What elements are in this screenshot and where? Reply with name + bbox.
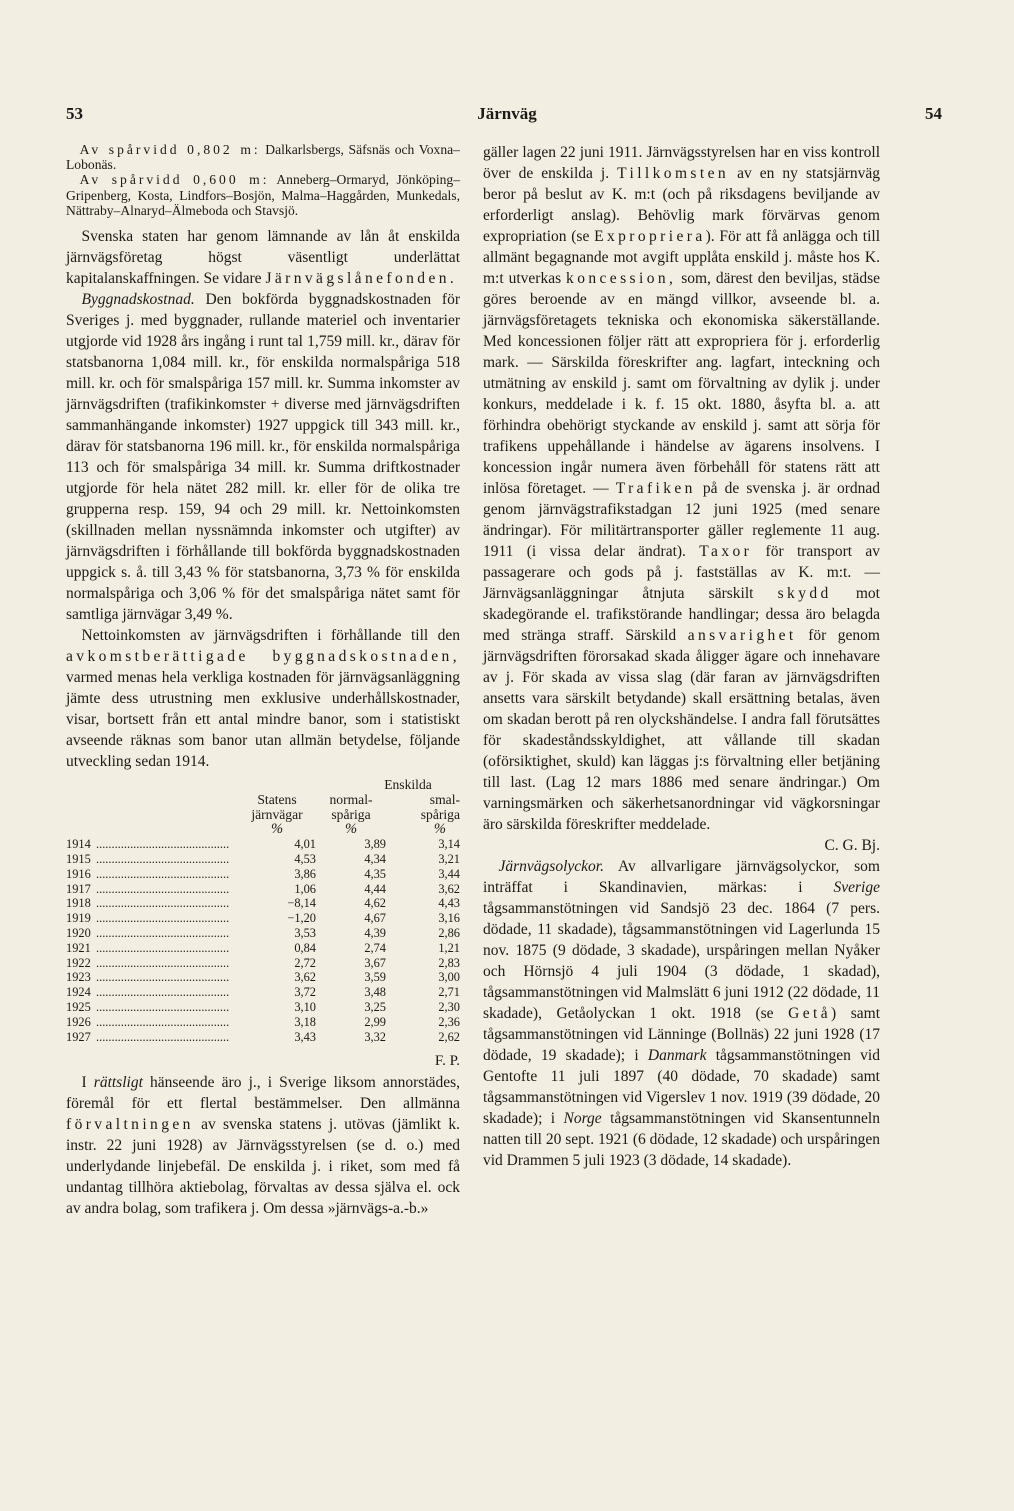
paragraph-legal <box>66 1072 460 1219</box>
paragraph-text: på de svenska j. är ordnad genom järnvägstrafikstadgan 12 juni 1925 (med senare ändringar). För militärtransporter gäller reglemente 11 aug. 1911 (i vissa delar ändrat). <box>483 480 880 560</box>
leader-dots: ........................................... <box>96 925 230 940</box>
table-row <box>66 911 460 926</box>
net-income-table <box>66 778 460 1044</box>
emphasized-term: förvaltningen <box>66 1115 194 1133</box>
column-header-smal: spåriga <box>420 806 460 822</box>
normal-value: 3,48 <box>364 985 386 1000</box>
normal-value: 4,44 <box>364 881 386 896</box>
leader-dots: ........................................... <box>96 1029 230 1044</box>
statens-value: 3,72 <box>294 985 316 1000</box>
table-row <box>66 882 460 897</box>
table-row <box>66 970 460 985</box>
paragraph-text: tågsammanstötningen vid Gentofte 11 juli 1897 (40 dödade, 70 skadade) samt tågsammanstötningen vid Vigerslev 1 nov. 1919 (39 dödade, 20 skadade); i <box>483 1047 880 1127</box>
gauge-label: Av spårvidd 0,600 m: <box>79 172 270 188</box>
statens-value: 3,18 <box>294 1014 316 1029</box>
table-row <box>66 867 460 882</box>
statens-value: 2,72 <box>294 955 316 970</box>
emphasized-term: Taxor <box>699 543 753 560</box>
emphasized-term: ansvarighet <box>687 627 797 644</box>
statens-value: 0,84 <box>294 940 316 955</box>
year-cell: 1916 <box>66 866 91 881</box>
signature-cgbj: C. G. Bj. <box>824 837 880 854</box>
leader-dots: ........................................... <box>96 866 230 881</box>
unit-label: % <box>433 821 446 838</box>
table-row <box>66 985 460 1000</box>
smal-value: 2,86 <box>438 925 460 940</box>
normal-value: 3,32 <box>364 1029 386 1044</box>
cross-reference: Getå <box>788 1005 832 1022</box>
gauge-label: Av spårvidd 0,802 m: <box>79 142 261 157</box>
year-cell: 1921 <box>66 940 91 955</box>
paragraph-text: Av allvarligare järnvägsolyckor, som inträffat i Skandinavien, märkas: i <box>483 858 880 896</box>
country-name: Norge <box>563 1110 602 1127</box>
italic-term: rättsligt <box>93 1073 143 1091</box>
year-cell: 1915 <box>66 852 91 866</box>
smal-value: 2,83 <box>438 955 460 970</box>
paragraph-text: ). För att få anlägga och till allmänt begagnande mot avgift upplåta enskild j. måste hos K. m:t utverkas <box>483 228 881 287</box>
gauge-lines: Anneberg–Ormaryd, Jönköping–Gripenberg, Kosta, Lindfors–Bosjön, Malma–Haggården, Munkedals, Nättraby–Alnaryd–Älmeboda och Stavsjö. <box>66 172 460 218</box>
emphasized-term: avkomstberättigade byggnadskostnaden, <box>66 648 460 666</box>
group-header-enskilda: Enskilda <box>384 777 432 793</box>
statens-value: −1,20 <box>287 911 316 926</box>
statens-value: 3,10 <box>294 999 316 1014</box>
paragraph-regulation <box>483 142 880 835</box>
smal-value: 2,30 <box>438 999 460 1014</box>
paragraph-text: som, därest den beviljas, städse göres beroende av en mängd villkor, avseende bl. a. järnvägsföretagets tekniska och ekonomiska säkerställande. Med koncessionen följer rätt att expropriera för j. erforderlig mark. — Särskilda föreskrifter ang. lagfart, inteckning och utmätning av enskild j. samt om förvaltning av dylik j. under konkurs, meddelade i k. f. 15 okt. 1880, åsyfta bl. a. att förhindra obehörigt styckande av enskild j. samt att sörja för trafikens uppehållande i händelse av ägarens insolvens. I koncession ingår numera även förbehåll för statens rätt att inlösa företaget. — <box>483 270 880 497</box>
normal-value: 4,39 <box>364 925 386 940</box>
year-cell: 1917 <box>66 881 91 896</box>
normal-value: 4,67 <box>364 911 386 926</box>
unit-label: % <box>270 821 284 838</box>
normal-value: 4,34 <box>364 852 386 866</box>
emphasized-term: Tillkomsten <box>617 165 730 182</box>
statens-value: 3,43 <box>294 1029 316 1044</box>
statens-value: −8,14 <box>287 896 316 911</box>
smal-value: 4,43 <box>438 896 460 911</box>
emphasized-term: koncession, <box>566 270 677 287</box>
gauge-lines: Dalkarlsbergs, Säfsnäs och Voxna–Lobonäs. <box>66 142 460 173</box>
section-heading: Järnvägsolyckor. <box>498 858 604 875</box>
paragraph-text: tågsammanstötningen vid Sandsjö 23 dec. 1864 (7 pers. dödade, 11 skadade), tågsammanstötningen vid Lagerlunda 15 nov. 1875 (9 dödade, 3 skadade), urspåringen mellan Nyåker och Hörnsjö 4 juli 1904 (3 dödade, 1 skadad), tågsammanstötningen vid Malmslätt 6 juni 1912 (22 dödade, 11 skadade), Getåolyckan 1 okt. 1918 (se <box>483 900 880 1022</box>
paragraph-text: varmed menas hela verkliga kostnaden för järnvägsanläggning jämte dess utrustning men exklusive underhållskostnader, visar, bortsett från ett antal mindre banor, som i statistiskt avseende räknas som banor utan allmän betydelse, följande utveckling sedan 1914. <box>66 669 460 771</box>
year-cell: 1925 <box>66 999 91 1014</box>
paragraph-text: ) samt tågsammanstötningen vid Länninge (Bollnäs) 22 juni 1928 (17 dödade, 19 skadade); i <box>483 1005 881 1064</box>
column-header-statens: järnvägar <box>251 806 303 822</box>
cross-reference: Expropriera <box>594 228 706 245</box>
paragraph-net-income <box>66 625 460 772</box>
emphasized-term: Trafiken <box>615 480 696 497</box>
paragraph-text: för genom järnvägsdriften förorsakad skada åligger ägare och innehavare av j. För skada av vissa slag (där faran av järnvägsdriften ansetts vara särskilt betydande) skall ersättning betalas, även om skadan berott på ren olyckshändelse. I andra fall förutsättes för skadeståndsskyldighet, att vållande till skadan (oförsiktighet, skuld) kan läggas j:s förvaltning eller betjäning till last. (Lag 12 mars 1886 med senare ändringar.) Om varningsmärken och säkerhetsanordningar vid vägkorsningar äro särskilda föreskrifter meddelade. <box>483 627 880 833</box>
year-cell: 1927 <box>66 1029 91 1044</box>
year-cell: 1914 <box>66 837 91 852</box>
smal-value: 2,36 <box>438 1014 460 1029</box>
table-row <box>66 941 460 956</box>
normal-value: 4,62 <box>364 896 386 911</box>
normal-value: 3,89 <box>364 837 386 852</box>
paragraph-text: tågsammanstötningen vid Skansentunneln natten till 20 sept. 1921 (6 dödade, 12 skadade) och urspåringen vid Drammen 5 juli 1923 (3 dödade, 14 skadade). <box>483 1110 880 1169</box>
paragraph-text: mot skadegörande el. trafikstörande handlingar; dessa äro belagda med stränga straff. Särskild <box>483 585 880 644</box>
column-header-normal: normal- <box>329 791 373 807</box>
table-row <box>66 956 460 971</box>
statens-value: 3,86 <box>294 866 316 881</box>
leader-dots: ........................................... <box>96 999 230 1014</box>
paragraph-construction-cost <box>66 289 460 625</box>
table-row <box>66 852 460 867</box>
gauge-list-0802 <box>66 142 460 172</box>
normal-value: 3,59 <box>364 970 386 985</box>
table-body <box>66 837 460 1044</box>
leader-dots: ........................................... <box>96 896 230 911</box>
smal-value: 1,21 <box>438 940 460 955</box>
table-row <box>66 926 460 941</box>
left-column <box>66 142 460 1219</box>
column-header-statens: Statens <box>257 791 297 807</box>
paragraph-text: av svenska statens j. utövas (jämlikt k. instr. 22 juni 1928) av Järnvägsstyrelsen (se d. o.) med underlydande linjebefäl. De enskilda j. i riket, som med få undantag tillhöra aktiebolag, förvaltas av dessa själva el. ock av andra bolag, som trafikera j. Om dessa »järnvägs-a.-b.» <box>66 1115 460 1217</box>
leader-dots: ........................................... <box>96 955 230 970</box>
table-row <box>66 1015 460 1030</box>
statens-value: 3,53 <box>294 925 316 940</box>
leader-dots: ........................................... <box>96 1014 230 1029</box>
paragraph-text: Svenska staten har genom lämnande av lån åt enskilda järnvägsföretag högst väsentligt underlättat kapitalanskaffningen. Se vidare <box>66 228 460 288</box>
statens-value: 1,06 <box>294 881 316 896</box>
paragraph-text: Nettoinkomsten av järnvägsdriften i förhållande till den <box>81 627 460 645</box>
table-row <box>66 896 460 911</box>
leader-dots: ........................................... <box>96 911 230 926</box>
smal-value: 2,62 <box>438 1029 460 1044</box>
smal-value: 3,44 <box>438 866 460 881</box>
leader-dots: ........................................... <box>96 837 230 852</box>
smal-value: 3,00 <box>438 970 460 985</box>
gauge-list-0600 <box>66 172 460 218</box>
normal-value: 2,99 <box>364 1014 386 1029</box>
country-name: Danmark <box>647 1047 707 1064</box>
year-cell: 1918 <box>66 896 91 911</box>
paragraph-text: hänseende äro j., i Sverige liksom annorstädes, föremål för ett flertal bestämmelser. Den allmänna <box>66 1073 460 1112</box>
paragraph-text: gäller lagen 22 juni 1911. Järnvägsstyrelsen har en viss kontroll över de enskilda j. <box>483 144 880 182</box>
smal-value: 3,62 <box>438 881 460 896</box>
leader-dots: ........................................... <box>96 940 230 955</box>
country-name: Sverige <box>833 879 880 896</box>
statens-value: 3,62 <box>294 970 316 985</box>
year-cell: 1919 <box>66 911 91 926</box>
table-row <box>66 1000 460 1015</box>
section-heading: Byggnadskostnad. <box>81 291 195 309</box>
statens-value: 4,01 <box>294 837 316 852</box>
smal-value: 3,14 <box>438 837 460 852</box>
page-number-right: 54 <box>925 104 942 123</box>
signature-fp: F. P. <box>434 1053 460 1070</box>
unit-label: % <box>344 821 358 838</box>
table-row <box>66 1030 460 1045</box>
normal-value: 4,35 <box>364 866 386 881</box>
paragraph-text: av en ny statsjärnväg beror på beslut av K. m:t (och på riksdagens beviljande av erforderligt anslag). Behövlig mark förvärvas genom expropriation (se <box>483 165 880 245</box>
year-cell: 1924 <box>66 985 91 1000</box>
smal-value: 3,21 <box>438 852 460 866</box>
year-cell: 1920 <box>66 925 91 940</box>
year-cell: 1922 <box>66 955 91 970</box>
emphasized-term: skydd <box>777 585 832 602</box>
normal-value: 3,25 <box>364 999 386 1014</box>
table-row <box>66 837 460 852</box>
smal-value: 3,16 <box>438 911 460 926</box>
paragraph-text: för transport av passagerare och gods på j. fastställas av K. m:t. — Järnvägsanläggningar åtnjuta särskilt <box>483 543 880 602</box>
paragraph-state-loans <box>66 226 460 289</box>
leader-dots: ........................................... <box>96 970 230 985</box>
right-column <box>483 142 880 1171</box>
running-header-title: Järnväg <box>477 104 537 123</box>
year-cell: 1926 <box>66 1014 91 1029</box>
column-header-smal: smal- <box>429 791 460 807</box>
paragraph-text: I <box>81 1073 94 1091</box>
paragraph-accidents <box>483 856 880 1171</box>
paragraph-text: Den bokförda byggnadskostnaden för Sveriges j. med byggnader, rullande materiel och inventarier utgjorde vid 1928 års ingång i runt tal 1,759 mill. kr., därav för statsbanorna 1,084 mill. kr., för enskilda normalspåriga 518 mill. kr. och för smalspåriga 157 mill. kr. Summa inkomster av järnvägsdriften (trafikinkomster + diverse med järnvägsdriften sammanhängande inkomster) 1927 uppgick till 343 mill. kr., därav för statsbanorna 196 mill. kr., för enskilda normalspåriga 113 och för smalspåriga 34 mill. kr. Summa driftkostnader utgjorde för hela nätet 282 mill. kr. eller för de olika tre grupperna resp. 159, 94 och 29 mill. kr. Nettoinkomsten (skillnaden mellan nyssnämnda inkomster och utgifter) av järnvägsdriften i förhållande till bokförda byggnadskostnaden uppgick s. å. till 3,43 % för statsbanorna, 3,73 % för enskilda normalspåriga och 3,06 % för det smalspåriga nätet samt för samtliga järnvägar 3,49 %. <box>66 291 460 624</box>
normal-value: 2,74 <box>364 940 386 955</box>
smal-value: 2,71 <box>438 985 460 1000</box>
column-header-normal: spåriga <box>331 806 371 822</box>
leader-dots: ........................................... <box>96 852 230 866</box>
normal-value: 3,67 <box>364 955 386 970</box>
cross-reference: Järnvägslånefonden. <box>265 270 458 288</box>
page-number-left: 53 <box>66 104 83 123</box>
leader-dots: ........................................... <box>96 985 230 1000</box>
year-cell: 1923 <box>66 970 91 985</box>
leader-dots: ........................................... <box>96 881 230 896</box>
statens-value: 4,53 <box>294 852 316 866</box>
